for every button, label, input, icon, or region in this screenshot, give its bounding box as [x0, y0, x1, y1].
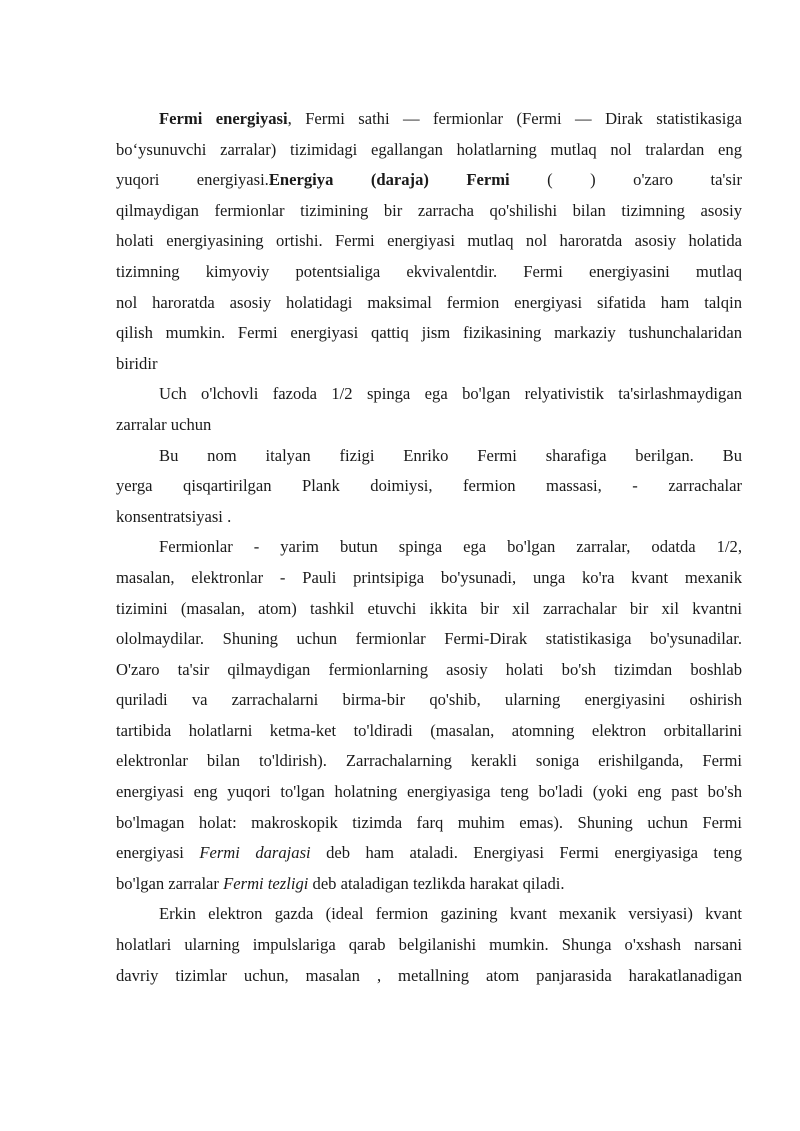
- text-run: konsentratsiyasi .: [116, 506, 232, 526]
- text-line: [116, 410, 742, 441]
- text-run: nol haroratda asosiy holatidagi maksimal fermion energiyasi sifatida ham talqin: [116, 292, 742, 312]
- paragraph: [116, 379, 742, 440]
- text-run: zarralar uchun: [116, 414, 212, 434]
- text-line: [116, 379, 742, 410]
- text-run: ololmaydilar. Shuning uchun fermionlar Fermi-Dirak statistikasiga bo'ysunadilar.: [116, 629, 742, 649]
- text-run: masalan, elektronlar - Pauli printsipiga bo'ysunadi, unga ko'ra kvant mexanik: [116, 567, 742, 587]
- text-run: biridir: [116, 353, 158, 373]
- text-run: qilmaydigan fermionlar tizimining bir zarracha qo'shilishi bilan tizimning asosiy: [116, 200, 742, 220]
- text-line: [116, 838, 742, 869]
- text-line: [116, 135, 742, 166]
- text-run: Bu nom italyan fizigi Enriko Fermi sharafiga berilgan. Bu: [159, 445, 742, 465]
- text-run: qilish mumkin. Fermi energiyasi qattiq jism fizikasining markaziy tushunchalaridan: [116, 323, 742, 343]
- text-run: Erkin elektron gazda (ideal fermion gazining kvant mexanik versiyasi) kvant: [159, 904, 742, 924]
- text-line: [116, 655, 742, 686]
- text-line: [116, 104, 742, 135]
- text-run: O'zaro ta'sir qilmaydigan fermionlarning asosiy holati bo'sh tizimdan boshlab: [116, 659, 742, 679]
- text-run: Uch o'lchovli fazoda 1/2 spinga ega bo'lgan relyativistik ta'sirlashmaydigan: [159, 384, 742, 404]
- text-line: [116, 624, 742, 655]
- text-run: elektronlar bilan to'ldirish). Zarrachalarning kerakli soniga erishilganda, Fermi: [116, 751, 742, 771]
- text-line: [116, 318, 742, 349]
- text-line: [116, 563, 742, 594]
- text-run: ( ) o'zaro ta'sir: [509, 170, 743, 190]
- italic-text: Fermi tezligi: [223, 873, 309, 893]
- text-line: [116, 899, 742, 930]
- text-line: [116, 196, 742, 227]
- text-line: [116, 288, 742, 319]
- text-run: , Fermi sathi — fermionlar (Fermi — Dirak statistikasiga: [287, 109, 743, 128]
- text-run: energiyasi: [116, 843, 200, 863]
- text-line: [116, 777, 742, 808]
- text-line: [116, 716, 742, 747]
- text-run: energiyasi eng yuqori to'lgan holatning energiyasiga teng bo'ladi (yoki eng past bo'sh: [116, 782, 742, 802]
- text-line: [116, 746, 742, 777]
- text-line: [116, 471, 742, 502]
- bold-text: Energiya (daraja) Fermi: [268, 170, 510, 190]
- text-run: holati energiyasining ortishi. Fermi energiyasi mutlaq nol haroratda asosiy holatida: [116, 231, 742, 251]
- text-line: [116, 869, 742, 900]
- text-run: tartibida holatlarni ketma-ket to'ldiradi (masalan, atomning elektron orbitallarini: [116, 720, 742, 740]
- paragraph: [116, 899, 742, 991]
- text-line: [116, 441, 742, 472]
- text-line: [116, 257, 742, 288]
- text-run: deb ataladigan tezlikda harakat qiladi.: [308, 873, 565, 893]
- italic-text: Fermi darajasi: [199, 843, 311, 863]
- text-line: [116, 685, 742, 716]
- text-run: bo'lgan zarralar: [116, 873, 224, 893]
- text-run: tizimning kimyoviy potentsialiga ekvivalentdir. Fermi energiyasini mutlaq: [116, 261, 742, 281]
- text-run: bo'lmagan holat: makroskopik tizimda farq muhim emas). Shuning uchun Fermi: [116, 812, 742, 832]
- text-run: davriy tizimlar uchun, masalan , metallning atom panjarasida harakatlanadigan: [116, 965, 742, 985]
- text-line: [116, 594, 742, 625]
- text-line: [116, 349, 742, 380]
- text-run: Fermionlar - yarim butun spinga ega bo'lgan zarralar, odatda 1/2,: [159, 537, 742, 557]
- paragraph: [116, 532, 742, 899]
- document-body: [116, 104, 742, 991]
- text-run: bo‘ysunuvchi zarralar) tizimidagi egallangan holatlarning mutlaq nol tralardan eng: [116, 139, 742, 159]
- text-line: [116, 930, 742, 961]
- text-line: [116, 532, 742, 563]
- paragraph: [116, 104, 742, 379]
- text-line: [116, 961, 742, 992]
- paragraph: [116, 441, 742, 533]
- text-run: holatlari ularning impulslariga qarab belgilanishi mumkin. Shunga o'xshash narsani: [116, 935, 742, 955]
- bold-text: Fermi energiyasi: [159, 109, 288, 128]
- text-run: yuqori energiyasi.: [116, 170, 269, 190]
- text-run: yerga qisqartirilgan Plank doimiysi, fermion massasi, - zarrachalar: [116, 476, 742, 496]
- text-line: [116, 226, 742, 257]
- text-line: [116, 502, 742, 533]
- text-run: tizimini (masalan, atom) tashkil etuvchi ikkita bir xil zarrachalar bir xil kvantni: [116, 598, 742, 618]
- text-line: [116, 808, 742, 839]
- text-run: quriladi va zarrachalarni birma-bir qo'shib, ularning energiyasini oshirish: [116, 690, 742, 710]
- text-run: deb ham ataladi. Energiyasi Fermi energiyasiga teng: [310, 843, 742, 863]
- text-line: [116, 165, 742, 196]
